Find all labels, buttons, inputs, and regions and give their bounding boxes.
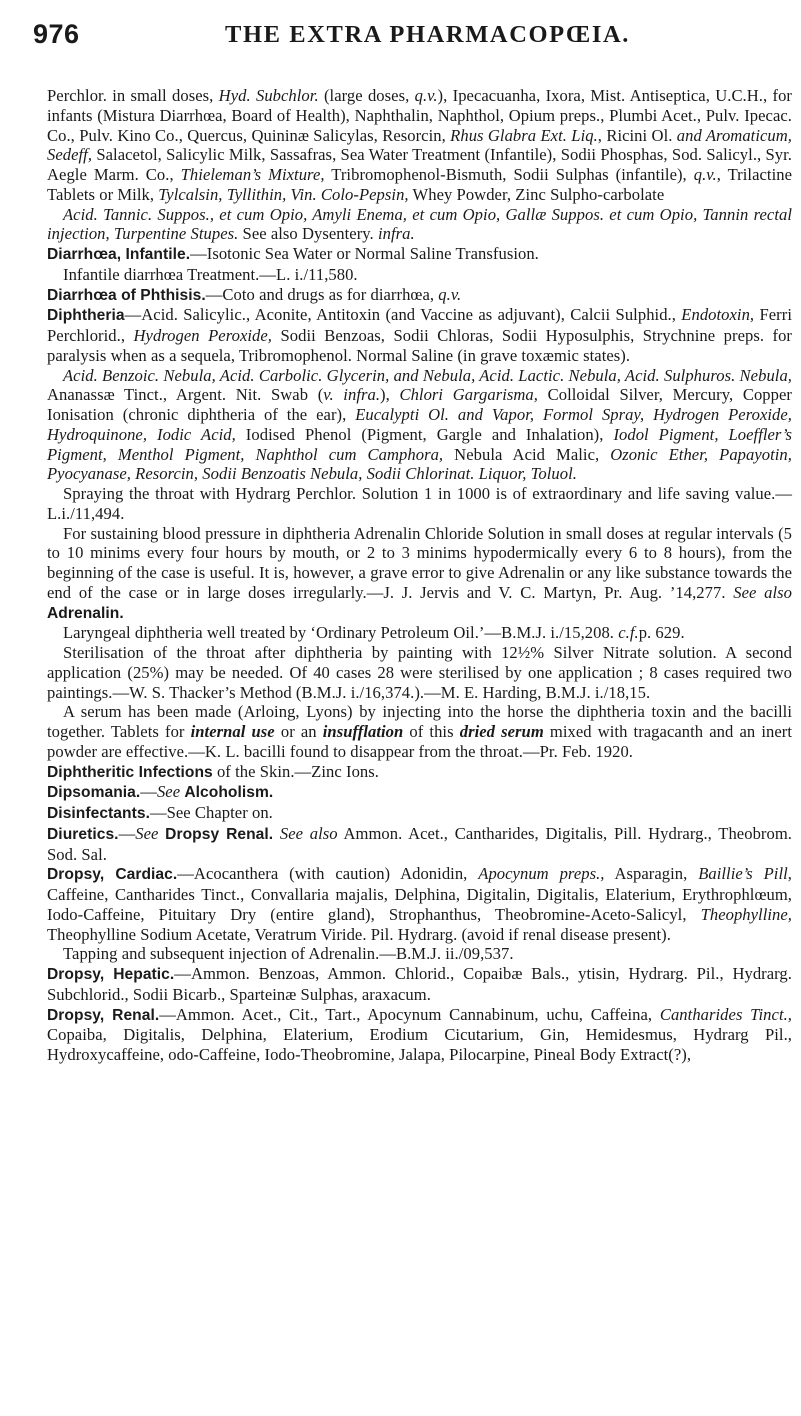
text-run: Whey Powder, Zinc Sulpho-carbolate <box>408 184 665 204</box>
paragraph <box>47 623 792 643</box>
entry-heading: Adrenalin. <box>47 604 124 622</box>
text-run: See <box>156 782 181 802</box>
text-run: Endotoxin, <box>681 305 755 325</box>
text-run: Caffeine, Cantharides Tinct., Convallaria majalis, Delphina, Digitalin, Digitalis, Elaterium, Erythrophlœum, Iodo-Caffeine, Pituitary Dry (entire gland), Strophanthus, Theobromine-Aceto-Salicyl, <box>47 885 792 924</box>
text-run: , Trilactine Tablets or Milk, <box>47 165 792 204</box>
text-run: Cantharides Tinct., <box>659 1004 792 1024</box>
text-run: c.f. <box>618 623 639 643</box>
entry-heading: Alcoholism. <box>184 784 274 802</box>
paragraph <box>47 86 792 205</box>
text-run: —Ammon. Acet., Cit., Tart., Apocynum Cannabinum, uchu, Caffeina, <box>159 1004 660 1024</box>
text-run: Laryngeal diphtheria well treated by ‘Ordinary Petroleum Oil.’—B.M.J. i./15,208. <box>63 623 619 643</box>
text-run: q.v. <box>693 165 717 184</box>
text-run: See also <box>733 582 792 602</box>
paragraph <box>47 762 792 783</box>
running-title: THE EXTRA PHARMACOPŒIA. <box>225 21 630 48</box>
text-run: Colloidal Silver, Mercury, Copper Ionisation (chronic diphtheria of the ear), <box>47 385 792 424</box>
text-run: Ozonic Ether, Papayotin, Pyocyanase, Resorcin, Sodii Benzoatis Nebula, Sodii Chlorinat. Liquor, Toluol. <box>47 444 792 484</box>
text-run: Rhus Glabra Ext. Liq. <box>450 125 598 145</box>
text-run: of this <box>403 722 460 741</box>
text-run: —Acid. Salicylic., Aconite, Antitoxin (and Vaccine as adjuvant), Calcii Sulphid., <box>124 305 682 325</box>
text-run: v. infra. <box>323 385 381 405</box>
text-run: q.v. <box>438 284 462 304</box>
text-run: insufflation <box>322 722 404 741</box>
entry-heading: Dropsy Renal. <box>165 825 274 843</box>
entry-heading: Diphtheria <box>47 307 125 325</box>
text-run: —Acocanthera (with caution) Adonidin, <box>177 864 479 884</box>
text-run: Baillie’s Pill, <box>698 864 792 884</box>
paragraph <box>47 484 792 524</box>
text-run: of the Skin.—Zinc Ions. <box>212 761 379 781</box>
text-run: Tribromophenol-Bismuth, Sodii Sulphas (infantile), <box>324 165 694 184</box>
text-run: (large doses, <box>318 86 415 105</box>
text-run: —Coto and drugs as for diarrhœa, <box>205 284 439 304</box>
paragraph <box>47 782 792 803</box>
paragraph <box>47 524 792 624</box>
body-text <box>47 86 792 1065</box>
paragraph <box>47 824 792 865</box>
paragraph <box>47 1005 792 1065</box>
text-run: Iodised Phenol (Pigment, Gargle and Inhalation), <box>235 424 614 444</box>
paragraph <box>47 964 792 1005</box>
text-run: Apocynum preps., <box>478 864 605 884</box>
text-run: — <box>118 823 136 843</box>
paragraph <box>47 944 792 964</box>
paragraph <box>47 643 792 702</box>
text-run: Chlori Gargarisma, <box>399 385 538 405</box>
text-run: Copaiba, Digitalis, Delphina, Elaterium, Erodium Cicutarium, Gin, Hemidesmus, Hydrarg Pil., Hydroxycaffeine, odo-Caffeine, Iodo-Theobromine, Jalapa, Pilocarpine, Pineal Body Extract(?), <box>47 1025 792 1064</box>
text-run: Tapping and subsequent injection of Adrenalin.—B.M.J. ii./09,537. <box>63 944 514 964</box>
text-run: Sodii Benzoas, Sodii Chloras, Sodii Hyposulphis, Strychnine preps. for paralysis when as a sequela, Tribromophenol. Normal Saline (in grave toxæmic states). <box>47 326 793 365</box>
text-run: A serum has been made (Arloing, Lyons) by injecting into the horse the diphtheria toxin and the bacilli together. Tablets for <box>47 702 792 741</box>
page-header <box>33 14 781 58</box>
text-run: Iodol Pigment, Loeffler’s Pigment, Menthol Pigment, Naphthol cum Camphora, <box>47 424 792 464</box>
text-run: — <box>140 782 157 802</box>
text-run: p. 629. <box>638 623 685 643</box>
text-run: Eucalypti Ol. and Vapor, Formol Spray, Hydrogen Peroxide, Hydroquinone, Iodic Acid, <box>47 405 792 444</box>
text-run: Acid. Tannic. Suppos., et cum Opio, Amyli Enema, et cum Opio, Gallæ Suppos. et cum Opio, Tannin rectal injection, Turpentine Stupes. <box>47 204 792 244</box>
text-run: Ammon. Acet., Cantharides, Digitalis, Pill. Hydrarg., Theobrom. Sod. Sal. <box>47 823 792 864</box>
text-run: Theophylline, <box>700 904 792 924</box>
entry-heading: Dropsy, Hepatic. <box>47 966 175 983</box>
text-run: Ananassæ Tinct., Argent. Nit. Swab ( <box>47 385 324 405</box>
text-run: Tylcalsin, Tyllithin, Vin. Colo-Pepsin, <box>158 184 409 204</box>
entry-heading: Dipsomania. <box>47 784 141 802</box>
entry-heading: Diarrhœa of Phthisis. <box>47 286 206 304</box>
paragraph <box>47 305 792 365</box>
text-run: Sterilisation of the throat after diphtheria by painting with 12½% Silver Nitrate solution. A second application (25%) may be needed. Of 40 cases 28 were sterilised by one application ; 8 cases required two paintings.—W. S. Thacker’s Method (B.M.J. i./16,374.).—M. E. Harding, B.M.J. i./18,15. <box>47 643 792 702</box>
paragraph <box>47 244 792 265</box>
text-run: Acid. Benzoic. Nebula, Acid. Carbolic. Glycerin, and Nebula, Acid. Lactic. Nebula, Acid. Sulphuros. Nebula, <box>63 365 792 385</box>
text-run: Salacetol, Salicylic Milk, Sassafras, Sea Water Treatment (Infantile), Sodii Phosphas, Sod. Salicyl., Syr. Aegle Marm. Co., <box>47 145 792 184</box>
text-run: infra. <box>377 224 415 244</box>
text-run: Theophylline Sodium Acetate, Veratrum Viride. Pil. Hydrarg. (avoid if renal disease present). <box>47 924 671 944</box>
text-run: or an <box>274 722 323 741</box>
paragraph <box>47 864 792 944</box>
paragraph <box>47 205 792 245</box>
text-run: , Ricini Ol. <box>597 125 677 145</box>
text-run: See also <box>279 823 338 843</box>
text-run: dried serum <box>459 722 544 741</box>
text-run: mixed with tragacanth and an inert powder are effective.—K. L. bacilli found to disappear from the throat.—Pr. Feb. 1920. <box>47 722 792 761</box>
text-run: Hydrogen Peroxide, <box>133 326 272 345</box>
paragraph <box>47 366 792 485</box>
page-number: 976 <box>33 19 80 49</box>
text-run: internal use <box>190 722 275 741</box>
text-run: Spraying the throat with Hydrarg Perchlor. Solution 1 in 1000 is of extraordinary and life saving value.—L.i./11,494. <box>47 484 792 523</box>
paragraph <box>47 803 792 824</box>
entry-heading: Diuretics. <box>47 825 119 843</box>
text-run <box>273 824 280 843</box>
text-run: See also Dysentery. <box>238 224 378 244</box>
paragraph <box>47 285 792 306</box>
text-run: —Ammon. Benzoas, Ammon. Chlorid., Copaibæ Bals., ytisin, Hydrarg. Pil., Hydrarg. Subchlorid., Sodii Bicarb., Sparteinæ Sulphas, araxacum. <box>47 964 792 1004</box>
paragraph <box>47 702 792 761</box>
entry-heading: Diarrhœa, Infantile. <box>47 246 191 263</box>
text-run: Perchlor. in small doses, <box>47 86 219 105</box>
entry-heading: Disinfectants. <box>47 805 150 822</box>
text-run: Infantile diarrhœa Treatment.—L. i./11,580. <box>63 264 358 284</box>
text-run: Asparagin, <box>604 864 699 884</box>
text-run: —See Chapter on. <box>149 803 273 822</box>
text-run: Thieleman’s Mixture, <box>180 165 325 184</box>
entry-heading: Dropsy, Renal. <box>47 1006 160 1024</box>
text-run: Hyd. Subchlor. <box>218 86 319 105</box>
text-run: and Aromaticum, Sedeff, <box>47 125 792 165</box>
text-run: ), Ipecacuanha, Ixora, Mist. Antiseptica, U.C.H., for infants (Mistura Diarrhœa, Board of Health), Naphthalin, Naphthol, Opium preps., Plumbi Acet., Pulv. Ipecac. Co., Pulv. Kino Co., Quercus, Quininæ Salicylas, Resorcin, <box>47 86 792 145</box>
text-run: Ferri Perchlorid., <box>47 305 792 345</box>
text-run: q.v. <box>414 86 438 105</box>
entry-heading: Diphtheritic Infections <box>47 763 213 781</box>
text-run: —Isotonic Sea Water or Normal Saline Transfusion. <box>190 244 539 263</box>
text-run: See <box>135 823 159 843</box>
paragraph <box>47 265 792 285</box>
text-run: For sustaining blood pressure in diphtheria Adrenalin Chloride Solution in small doses at regular intervals (5 to 10 minims every four hours by mouth, or 2 to 3 minims hypodermically every 6 to 8 hours), from the beginning of the case is useful. It is, however, a grave error to give Adrenalin or any like substance towards the end of the case or in large doses irregularly.—J. J. Jervis and V. C. Martyn, Pr. Aug. ’14,277. <box>47 523 792 602</box>
text-run: ), <box>380 385 400 405</box>
entry-heading: Dropsy, Cardiac. <box>47 866 178 884</box>
text-run: Nebula Acid Malic, <box>443 444 611 464</box>
